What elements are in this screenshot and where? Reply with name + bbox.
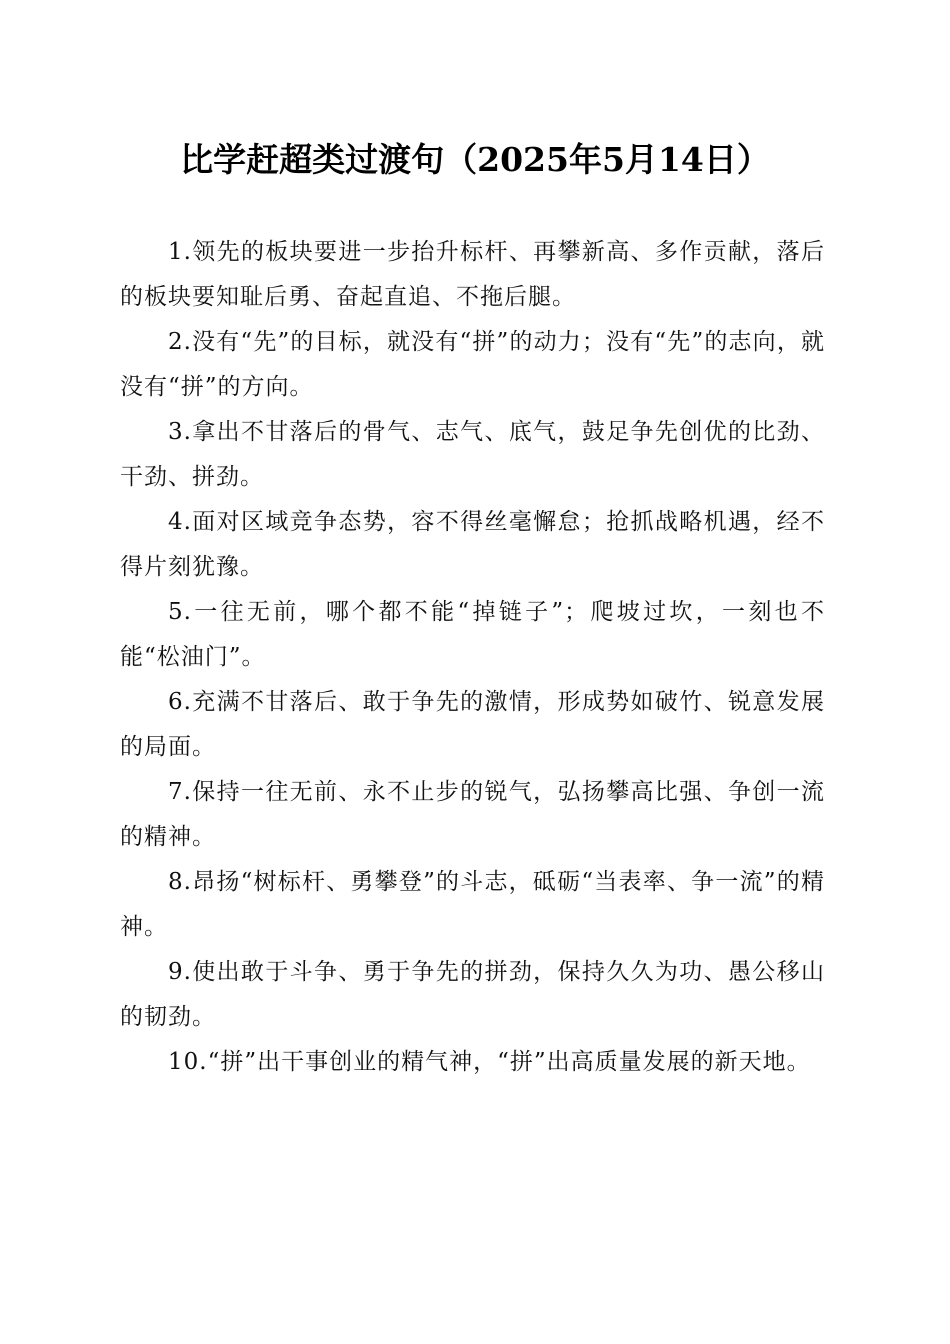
list-item: 7.保持一往无前、永不止步的锐气，弘扬攀高比强、争创一流的精神。 <box>120 779 825 850</box>
list-item: 5.一往无前，哪个都不能“掉链子”；爬坡过坎，一刻也不能“松油门”。 <box>120 599 825 670</box>
list-item: 6.充满不甘落后、敢于争先的激情，形成势如破竹、锐意发展的局面。 <box>120 689 825 760</box>
document-title: 比学赶超类过渡句（2025年5月14日） <box>180 140 770 179</box>
list-item: 10.“拼”出干事创业的精气神，“拼”出高质量发展的新天地。 <box>168 1049 811 1075</box>
list-item: 4.面对区域竞争态势，容不得丝毫懈怠；抢抓战略机遇，经不得片刻犹豫。 <box>120 509 825 580</box>
list-item: 1.领先的板块要进一步抬升标杆、再攀新高、多作贡献，落后的板块要知耻后勇、奋起直追、不拖后腿。 <box>120 239 825 310</box>
list-item: 8.昂扬“树标杆、勇攀登”的斗志，砥砺“当表率、争一流”的精神。 <box>120 869 825 940</box>
document-body <box>120 230 825 1085</box>
list-item: 2.没有“先”的目标，就没有“拼”的动力；没有“先”的志向，就没有“拼”的方向。 <box>120 329 825 400</box>
list-item: 3.拿出不甘落后的骨气、志气、底气，鼓足争先创优的比劲、干劲、拼劲。 <box>120 419 825 490</box>
list-item: 9.使出敢于斗争、勇于争先的拼劲，保持久久为功、愚公移山的韧劲。 <box>120 959 825 1030</box>
